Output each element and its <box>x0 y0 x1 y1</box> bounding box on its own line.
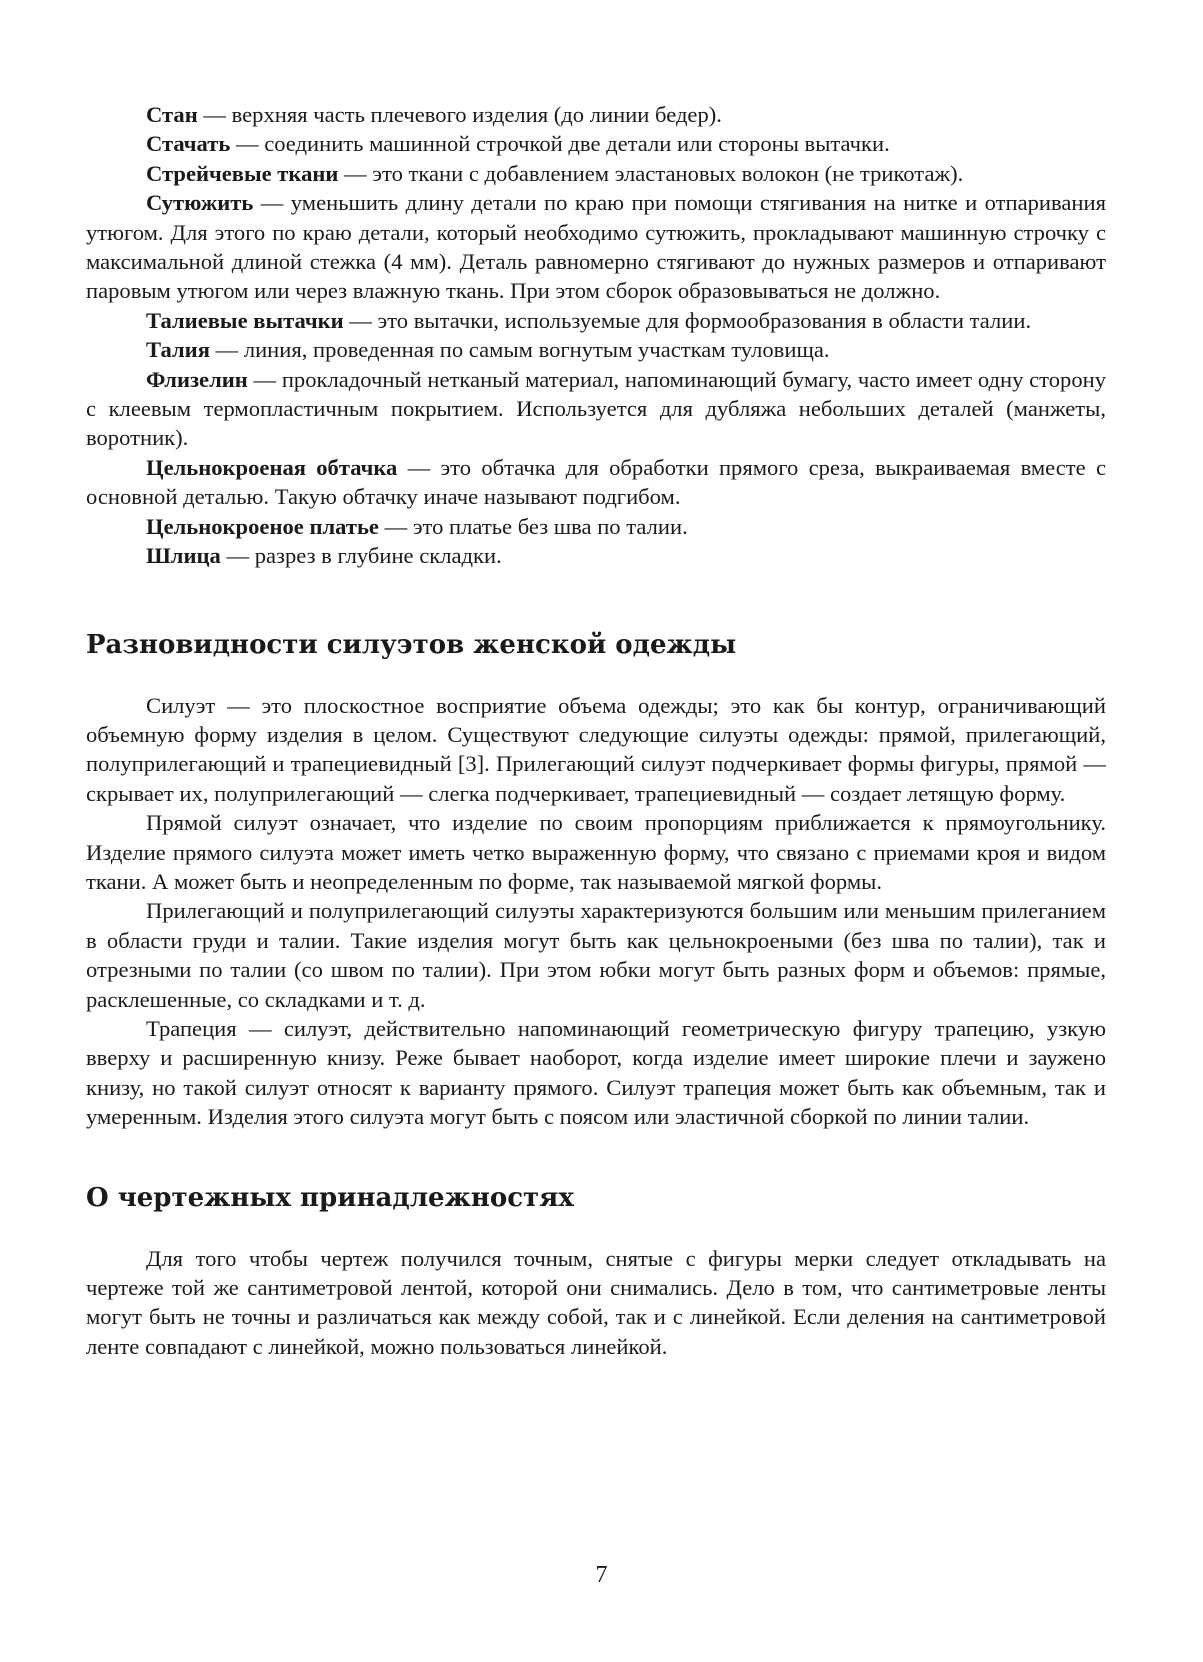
section-drawing-tools <box>86 1244 1106 1362</box>
glossary-term: Стан <box>146 102 198 127</box>
glossary-definition: — верхняя часть плечевого изделия (до линии бедер). <box>197 102 722 127</box>
paragraph: Для того чтобы чертеж получился точным, снятые с фигуры мерки следует откладывать на чертеже той же сантиметровой лентой, которой они снимались. Дело в том, что сантиметровые ленты могут быть не точны и различаться как между собой, так и с линейкой. Если деления на сантиметровой ленте совпадают с линейкой, можно пользоваться линейкой. <box>86 1245 1106 1359</box>
glossary-definition: — линия, проведенная по самым вогнутым участкам туловища. <box>209 337 830 363</box>
section-silhouettes <box>86 691 1106 1132</box>
paragraph: Силуэт — это плоскостное восприятие объема одежды; это как бы контур, ограничивающий объемную форму изделия в целом. Существуют следующие силуэты одежды: прямой, прилегающий, полуприлегающий и трапециевидный [3]. Прилегающий силуэт подчеркивает формы фигуры, прямой — скрывает их, полуприлегающий — слегка подчеркивает, трапециевидный — создает летящую форму. <box>86 692 1106 806</box>
section-heading-drawing-tools: О чертежных принадлежностях <box>86 1182 574 1213</box>
glossary-definition: — соединить машинной строчкой две детали или стороны вытачки. <box>230 131 890 157</box>
glossary-definition: — это ткани с добавлением эластановых волокон (не трикотаж). <box>338 160 964 186</box>
glossary-entry <box>86 159 1106 188</box>
section-heading-silhouettes: Разновидности силуэтов женской одежды <box>86 629 737 660</box>
glossary-entry <box>86 335 1106 364</box>
glossary-entry <box>86 100 1106 129</box>
glossary-definition: — разрез в глубине складки. <box>220 543 502 569</box>
glossary-entry <box>86 541 1106 570</box>
glossary-entry <box>86 512 1106 541</box>
glossary-entry <box>86 453 1106 512</box>
glossary-definition: — это платье без шва по талии. <box>378 513 688 539</box>
glossary-term: Цельнокроеная обтачка <box>146 454 398 480</box>
glossary-term: Талиевые вытачки <box>146 307 344 333</box>
paragraph: Трапеция — силуэт, действительно напоминающий геометрическую фигуру трапецию, узкую вверху и расширенную книзу. Реже бывает наоборот, когда изделие имеет широкие плечи и заужено книзу, но такой силуэт относят к варианту прямого. Силуэт трапеция может быть как объемным, так и умеренным. Изделия этого силуэта могут быть с поясом или эластичной сборкой по линии талии. <box>86 1015 1106 1130</box>
page-content <box>86 100 1106 1361</box>
page-number: 7 <box>595 1562 608 1588</box>
glossary-definition: — прокладочный нетканый материал, напоминающий бумагу, часто имеет одну сторону с клеевым термопластичным покрытием. Используется для дубляжа небольших деталей (манжеты, воротник). <box>86 366 1106 451</box>
glossary-term: Флизелин <box>146 366 248 392</box>
glossary-term: Стачать <box>146 131 231 157</box>
glossary-term: Цельнокроеное платье <box>146 513 379 539</box>
glossary-term: Шлица <box>146 543 221 569</box>
paragraph: Прямой силуэт означает, что изделие по своим пропорциям приближается к прямоугольнику. Изделие прямого силуэта может иметь четко выраженную форму, что связано с приемами кроя и видом ткани. А может быть и неопределенным по форме, так называемой мягкой формы. <box>86 810 1106 894</box>
glossary-definition: — уменьшить длину детали по краю при помощи стягивания на нитке и отпаривания утюгом. Для этого по краю детали, который необходимо сутюжить, прокладывают машинную строчку с максимальной длиной стежка (4 мм). Деталь равномерно стягивают до нужных размеров и отпаривают паровым утюгом или через влажную ткань. При этом сборок образовываться не должно. <box>86 190 1106 304</box>
paragraph: Прилегающий и полуприлегающий силуэты характеризуются большим или меньшим прилеганием в области груди и талии. Такие изделия могут быть как цельнокроеными (без шва по талии), так и отрезными по талии (со швом по талии). При этом юбки могут быть разных форм и объемов: прямые, расклешенные, со складками и т. д. <box>86 898 1106 1012</box>
glossary-entry <box>86 365 1106 453</box>
glossary-definition: — это вытачки, используемые для формообразования в области талии. <box>343 307 1032 333</box>
glossary <box>86 100 1106 571</box>
glossary-entry <box>86 188 1106 306</box>
glossary-term: Талия <box>146 337 210 363</box>
glossary-term: Стрейчевые ткани <box>146 160 339 186</box>
glossary-definition: — это обтачка для обработки прямого среза, выкраиваемая вместе с основной деталью. Такую обтачку иначе называют подгибом. <box>86 454 1106 510</box>
glossary-entry <box>86 306 1106 335</box>
glossary-term: Сутюжить <box>146 190 254 216</box>
glossary-entry <box>86 129 1106 158</box>
